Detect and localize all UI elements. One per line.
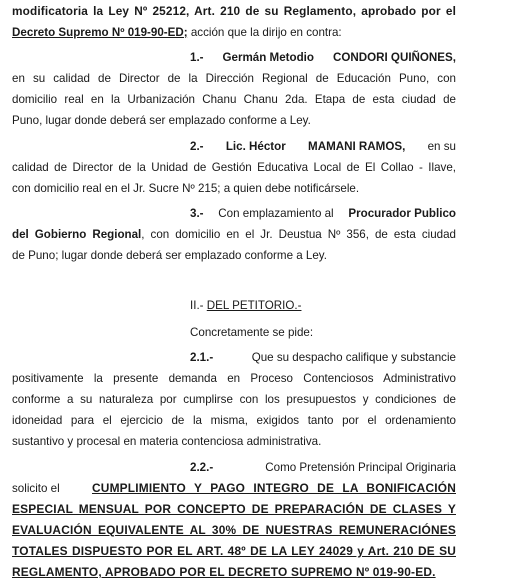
defendant-2-name: MAMANI RAMOS, [308,140,406,153]
item-2-1-line: positivamente la presente demanda en Proceso Contenciosos Administrativo [12,372,456,385]
item-2-1-text: Que su despacho califique y substancie [251,351,456,364]
item-2-1-number: 2.1.- [190,351,214,364]
defendant-1-line: domicilio real en la Urbanización Chanu Chanu 2da. Etapa de esta ciudad de [12,93,456,106]
item-2-1-line: conforme a su naturaleza por cumplirse con los presupuestos y condiciones de [12,393,456,406]
item-2-1-line: idoneidad para el ejercicio de la misma, exigidos tanto por el ordenamiento [12,414,456,427]
item-2-2-heading [190,460,456,475]
item-2-2-emphasis-line: REGLAMENTO, APROBADO POR EL DECRETO SUPREMO Nº 019-90-ED. [12,565,436,579]
defendant-2-name-suffix: en su [427,140,456,153]
defendant-3-procurador: Procurador Publico [348,207,456,220]
section-intro: Concretamente se pide: [190,326,314,339]
section-heading [190,298,456,313]
defendant-1-line: en su calidad de Director de la Dirección Regional de Educación Puno, con [12,72,456,85]
defendant-1-heading [190,50,456,65]
defendant-1-number: 1.- [190,51,204,64]
item-2-1-heading [190,350,456,365]
defendant-3-address: , con domicilio en el Jr. Deustua Nº 356, de esta ciudad [141,228,456,241]
item-2-2-number: 2.2.- [190,461,214,474]
item-2-2-solicito: solicito el [12,482,60,495]
intro-line-2 [12,25,456,40]
defendant-1-name: CONDORI QUIÑONES, [332,51,456,64]
intro-line-1: modificatoria la Ley Nº 25212, Art. 210 de su Reglamento, aprobado por el [12,4,456,18]
intro-decree: Decreto Supremo Nº 019-90-ED; [12,26,188,39]
section-title: DEL PETITORIO.- [206,299,302,312]
defendant-2-heading [190,139,456,154]
defendant-1-name-prefix: Germán Metodio [222,51,314,64]
defendant-2-name-prefix: Lic. Héctor [225,140,286,153]
intro-rest: acción que la dirijo en contra: [187,26,342,39]
defendant-3-text: Con emplazamiento al [218,207,334,220]
item-2-2-emphasis-line: TOTALES DISPUESTO POR EL ART. 48º DE LA LEY 24029 y Art. 210 DE SU [12,544,456,558]
defendant-1-line: Puno, lugar donde deberá ser emplazado conforme a Ley. [12,114,311,127]
defendant-3-gobierno: del Gobierno Regional [12,228,142,241]
defendant-2-number: 2.- [190,140,204,153]
defendant-2-line: calidad de Director de la Unidad de Gestión Educativa Local de El Collao - Ilave, [12,161,456,174]
item-2-2-emphasis-line: ESPECIAL MENSUAL POR CONCEPTO DE PREPARACIÓN DE CLASES Y [12,502,456,516]
item-2-2-emphasis-line: CUMPLIMIENTO Y PAGO INTEGRO DE LA BONIFICACIÓN [92,481,456,495]
defendant-3-line-3: de Puno; lugar donde deberá ser emplazado conforme a Ley. [12,249,327,262]
defendant-3-line-2 [12,227,456,242]
defendant-2-line: con domicilio real en el Jr. Sucre Nº 215; a quien debe notificársele. [12,182,360,195]
item-2-1-line: sustantivo y procesal en materia contenciosa administrativa. [12,435,322,448]
defendant-3-number: 3.- [190,207,204,220]
section-number: II.- [190,299,204,312]
defendant-3-heading [190,206,456,221]
item-2-2-text: Como Pretensión Principal Originaria [265,461,456,474]
item-2-2-emphasis-line: EVALUACIÓN EQUIVALENTE AL 30% DE NUESTRAS REMUNERACIÓNES [12,523,456,537]
